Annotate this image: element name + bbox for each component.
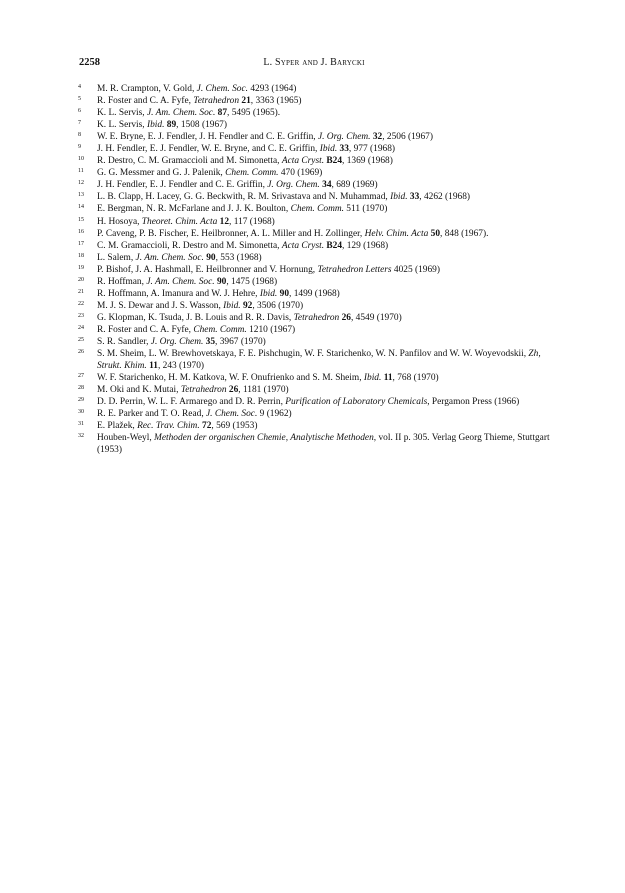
reference-journal: Acta Cryst. xyxy=(281,240,325,251)
reference-text xyxy=(92,143,558,155)
reference-item xyxy=(78,384,558,396)
reference-journal: Helv. Chim. Acta xyxy=(364,228,429,239)
reference-pages-year: 470 (1969) xyxy=(278,168,323,179)
reference-journal: Chem. Comm. xyxy=(290,204,344,215)
page-header xyxy=(79,57,549,71)
reference-pages-year: , 3967 (1970) xyxy=(215,336,266,347)
reference-item xyxy=(78,95,558,107)
reference-number: 24 xyxy=(78,324,84,331)
reference-item xyxy=(78,228,558,240)
reference-journal: Rec. Trav. Chim. xyxy=(137,421,200,432)
reference-authors: L. B. Clapp, H. Lacey, G. G. Beckwith, R. M. Srivastava and N. Muhammad, xyxy=(97,192,391,203)
reference-item xyxy=(78,408,558,420)
reference-volume: 34 xyxy=(322,180,332,191)
reference-item xyxy=(78,420,558,432)
reference-text xyxy=(92,348,558,372)
reference-item xyxy=(78,155,558,167)
reference-text xyxy=(92,95,558,107)
reference-number: 15 xyxy=(78,216,84,223)
reference-item xyxy=(78,240,558,252)
reference-number: 18 xyxy=(78,252,84,259)
reference-authors: G. Klopman, K. Tsuda, J. B. Louis and R. R. Davis, xyxy=(97,312,294,323)
reference-journal: Ibid. xyxy=(223,300,241,311)
reference-item xyxy=(78,107,558,119)
reference-item xyxy=(78,372,558,384)
reference-text xyxy=(92,119,558,131)
reference-number: 26 xyxy=(78,349,84,356)
reference-volume: 90 xyxy=(279,288,289,299)
reference-text xyxy=(92,324,558,336)
reference-text xyxy=(92,384,558,396)
reference-number: 8 xyxy=(78,132,81,139)
reference-item xyxy=(78,131,558,143)
reference-authors: J. H. Fendler, E. J. Fendler, W. E. Bryne, and C. E. Griffin, xyxy=(97,144,320,155)
reference-number: 9 xyxy=(78,144,81,151)
reference-item xyxy=(78,336,558,348)
reference-text xyxy=(92,240,558,252)
reference-text xyxy=(92,288,558,300)
reference-item xyxy=(78,143,558,155)
reference-text xyxy=(92,216,558,228)
reference-number: 32 xyxy=(78,433,84,440)
reference-text xyxy=(92,312,558,324)
reference-journal: Chem. Comm. xyxy=(225,168,279,179)
reference-pages-year: , 3363 (1965) xyxy=(250,96,302,107)
reference-authors: W. E. Bryne, E. J. Fendler, J. H. Fendler and C. E. Griffin, xyxy=(97,132,318,143)
reference-authors: S. M. Sheim, L. W. Brewhovetskaya, F. E. Pishchugin, W. F. Starichenko, W. N. Panfilov and W. W. Woyevodskii, xyxy=(97,349,529,360)
reference-volume: 89 xyxy=(166,120,177,131)
reference-number: 14 xyxy=(78,204,84,211)
reference-authors: G. G. Messmer and G. J. Palenik, xyxy=(97,168,226,179)
reference-text xyxy=(92,191,558,203)
reference-journal: Ibid. xyxy=(259,288,278,299)
reference-authors: D. D. Perrin, W. L. F. Armarego and D. R. Perrin, xyxy=(97,397,286,408)
reference-journal: Methoden der organischen Chemie, Analytische Methoden xyxy=(154,433,374,444)
reference-pages-year: 1210 (1967) xyxy=(246,324,296,335)
reference-journal: Tetrahedron xyxy=(293,312,340,323)
reference-pages-year: , 1181 (1970) xyxy=(238,385,289,396)
reference-volume: 87 xyxy=(217,108,228,119)
reference-number: 12 xyxy=(78,180,84,187)
reference-authors: H. Hosoya, xyxy=(97,216,142,227)
reference-volume: 33 xyxy=(339,144,349,155)
reference-number: 10 xyxy=(78,156,84,163)
reference-item xyxy=(78,167,558,179)
reference-authors: M. Oki and K. Mutai, xyxy=(97,385,181,396)
reference-journal: J. Am. Chem. Soc. xyxy=(135,252,204,263)
reference-authors: M. J. S. Dewar and J. S. Wasson, xyxy=(97,300,224,311)
reference-journal: J. Chem. Soc. xyxy=(196,84,248,94)
reference-number: 17 xyxy=(78,240,84,247)
reference-pages-year: , 977 (1968) xyxy=(348,144,396,155)
reference-volume: 72 xyxy=(202,421,212,432)
reference-journal: Chem. Comm. xyxy=(193,324,247,335)
reference-text xyxy=(92,83,558,95)
reference-text xyxy=(92,372,558,384)
reference-volume: 32 xyxy=(372,132,383,143)
reference-text xyxy=(92,131,558,143)
reference-journal: J. Chem. Soc. xyxy=(206,409,258,420)
reference-number: 29 xyxy=(78,397,84,404)
reference-journal: Theoret. Chim. Acta xyxy=(141,216,218,227)
reference-number: 28 xyxy=(78,385,84,392)
reference-item xyxy=(78,191,558,203)
reference-pages-year: 4025 (1969) xyxy=(391,264,440,275)
reference-pages-year: , 243 (1970) xyxy=(157,361,205,372)
reference-item xyxy=(78,179,558,191)
reference-number: 31 xyxy=(78,421,84,428)
reference-text xyxy=(92,264,558,276)
reference-number: 21 xyxy=(78,288,84,295)
reference-item xyxy=(78,300,558,312)
reference-pages-year: , 848 (1967). xyxy=(440,228,489,239)
reference-pages-year: 4293 (1964) xyxy=(247,84,297,94)
reference-text xyxy=(92,300,558,312)
reference-journal: J. Am. Chem. Soc. xyxy=(146,276,215,287)
reference-item xyxy=(78,252,558,264)
reference-pages-year: , 553 (1968) xyxy=(215,252,262,263)
reference-volume: B24 xyxy=(326,240,343,251)
reference-number: 16 xyxy=(78,228,84,235)
reference-text xyxy=(92,252,558,264)
reference-item xyxy=(78,432,558,456)
reference-authors: E. Bergman, N. R. McFarlane and J. J. K. Boulton, xyxy=(97,204,291,215)
reference-item xyxy=(78,312,558,324)
reference-number: 27 xyxy=(78,373,84,380)
reference-journal: Zh, Strukt. Khim. xyxy=(97,349,541,372)
reference-text xyxy=(92,203,558,215)
reference-authors: R. Foster and C. A. Fyfe, xyxy=(97,96,194,107)
reference-pages-year: , 3506 (1970) xyxy=(252,300,304,311)
reference-number: 23 xyxy=(78,312,84,319)
reference-journal: Ibid. xyxy=(390,192,408,203)
reference-authors: C. M. Gramaccioli, R. Destro and M. Simonetta, xyxy=(97,240,282,251)
reference-authors: R. Foster and C. A. Fyfe, xyxy=(97,324,194,335)
reference-volume: 92 xyxy=(242,300,253,311)
reference-authors: K. L. Servis, xyxy=(97,120,147,131)
reference-text xyxy=(92,167,558,179)
reference-authors: P. Caveng, P. B. Fischer, E. Heilbronner, A. L. Miller and H. Zollinger, xyxy=(97,228,365,239)
reference-authors: L. Salem, xyxy=(97,252,136,263)
reference-text xyxy=(92,155,558,167)
reference-list xyxy=(78,83,558,456)
reference-item xyxy=(78,276,558,288)
reference-authors: R. Hoffman, xyxy=(97,276,147,287)
reference-item xyxy=(78,83,558,95)
reference-text xyxy=(92,432,558,456)
reference-pages-year: , 129 (1968) xyxy=(342,240,389,251)
reference-journal: J. Am. Chem. Soc. xyxy=(147,108,216,119)
reference-volume: 26 xyxy=(228,385,239,396)
reference-pages-year: , 5495 (1965). xyxy=(227,108,281,119)
reference-authors: R. Destro, C. M. Gramaccioli and M. Simonetta, xyxy=(97,156,282,167)
reference-text xyxy=(92,408,558,420)
reference-pages-year: , 4549 (1970) xyxy=(350,312,402,323)
reference-number: 11 xyxy=(78,168,84,175)
reference-journal: Ibid. xyxy=(147,120,165,131)
reference-authors: R. E. Parker and T. O. Read, xyxy=(97,409,207,420)
reference-authors: J. H. Fendler, E. J. Fendler and C. E. Griffin, xyxy=(97,180,268,191)
reference-number: 6 xyxy=(78,108,81,115)
reference-item xyxy=(78,216,558,228)
reference-number: 5 xyxy=(78,96,81,103)
reference-pages-year: , 117 (1968) xyxy=(229,216,275,227)
reference-item xyxy=(78,288,558,300)
reference-authors: Houben-Weyl, xyxy=(97,433,155,444)
reference-authors: S. R. Sandler, xyxy=(97,336,151,347)
reference-pages-year: , 1508 (1967) xyxy=(176,120,227,131)
reference-authors: K. L. Servis, xyxy=(97,108,147,119)
page-number: 2258 xyxy=(79,57,100,68)
reference-pages-year: , 1475 (1968) xyxy=(226,276,278,287)
reference-authors: M. R. Crampton, V. Gold, xyxy=(97,84,197,94)
reference-pages-year: , vol. II p. 305. Verlag Georg Thieme, Stuttgart (1953) xyxy=(97,433,550,456)
reference-number: 25 xyxy=(78,336,84,343)
reference-journal: Ibid. xyxy=(319,144,338,155)
reference-text xyxy=(92,228,558,240)
reference-volume: 90 xyxy=(206,252,216,263)
reference-number: 13 xyxy=(78,192,84,199)
reference-text xyxy=(92,276,558,288)
reference-item xyxy=(78,348,558,372)
reference-number: 4 xyxy=(78,84,81,90)
reference-text xyxy=(92,107,558,119)
reference-journal: J. Org. Chem. xyxy=(267,180,320,191)
reference-pages-year: , 2506 (1967) xyxy=(382,132,433,143)
reference-volume: 11 xyxy=(383,373,393,384)
reference-journal: Purification of Laboratory Chemicals xyxy=(285,397,428,408)
reference-authors: R. Hoffmann, A. Imanura and W. J. Hehre, xyxy=(97,288,260,299)
reference-number: 22 xyxy=(78,300,84,307)
reference-volume: 33 xyxy=(409,192,420,203)
running-head: L. Syper and J. Barycki xyxy=(263,57,365,68)
reference-pages-year: , 689 (1969) xyxy=(331,180,378,191)
reference-journal: Ibid. xyxy=(363,373,382,384)
reference-volume: 50 xyxy=(430,228,441,239)
reference-volume: 11 xyxy=(149,361,158,372)
reference-volume: 90 xyxy=(216,276,227,287)
reference-item xyxy=(78,119,558,131)
reference-pages-year: , 768 (1970) xyxy=(392,373,439,384)
reference-pages-year: , 1369 (1968) xyxy=(342,156,393,167)
reference-number: 30 xyxy=(78,409,84,416)
reference-journal: J. Org. Chem. xyxy=(150,336,204,347)
reference-text xyxy=(92,179,558,191)
reference-number: 19 xyxy=(78,264,84,271)
reference-text xyxy=(92,396,558,408)
reference-item xyxy=(78,324,558,336)
reference-volume: 35 xyxy=(205,336,216,347)
reference-pages-year: , Pergamon Press (1966) xyxy=(427,397,520,408)
reference-volume: 21 xyxy=(241,96,251,107)
reference-item xyxy=(78,203,558,215)
reference-authors: P. Bishof, J. A. Hashmall, E. Heilbronner and V. Hornung, xyxy=(97,264,318,275)
reference-pages-year: 9 (1962) xyxy=(257,409,292,420)
reference-volume: B24 xyxy=(326,156,343,167)
reference-text xyxy=(92,420,558,432)
reference-pages-year: , 1499 (1968) xyxy=(289,288,340,299)
reference-pages-year: , 4262 (1968) xyxy=(419,192,471,203)
reference-journal: Tetrahedron xyxy=(193,96,240,107)
reference-number: 20 xyxy=(78,276,84,283)
reference-journal: Tetrahedron Letters xyxy=(317,264,392,275)
reference-journal: J. Org. Chem. xyxy=(317,132,371,143)
reference-number: 7 xyxy=(78,120,81,127)
reference-journal: Tetrahedron xyxy=(180,385,227,396)
reference-text xyxy=(92,336,558,348)
reference-pages-year: , 569 (1953) xyxy=(211,421,258,432)
reference-volume: 26 xyxy=(341,312,351,323)
reference-authors: W. F. Starichenko, H. M. Katkova, W. F. Onufrienko and S. M. Sheim, xyxy=(97,373,364,384)
reference-item xyxy=(78,264,558,276)
reference-pages-year: 511 (1970) xyxy=(343,204,388,215)
reference-journal: Acta Cryst. xyxy=(281,156,325,167)
reference-item xyxy=(78,396,558,408)
reference-authors: E. Plažek, xyxy=(97,421,138,432)
reference-volume: 12 xyxy=(219,216,230,227)
